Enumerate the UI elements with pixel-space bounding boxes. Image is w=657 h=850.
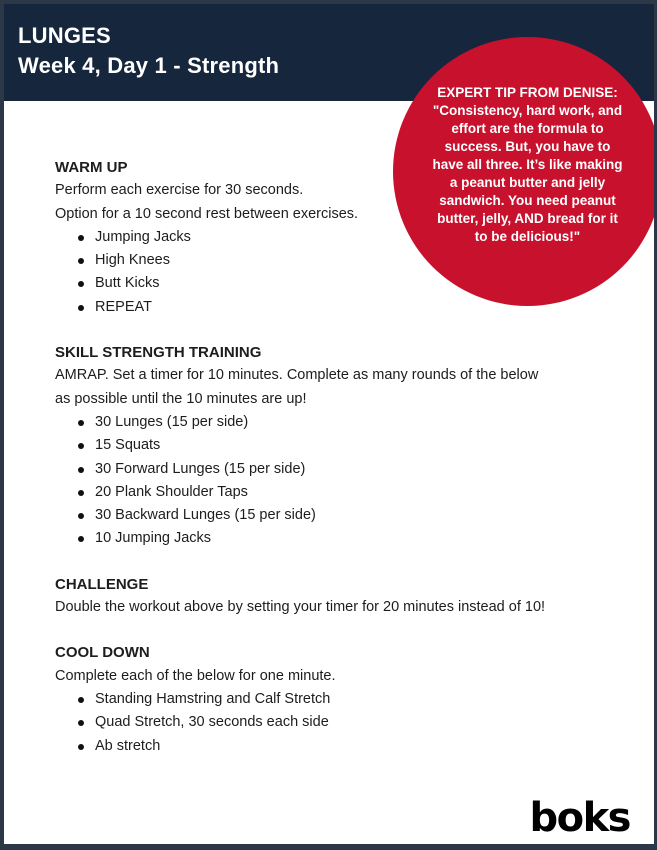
exercise-list-cool-down xyxy=(55,688,646,758)
section-challenge xyxy=(55,573,646,620)
list-item: 30 Lunges (15 per side) xyxy=(55,411,646,434)
expert-tip-circle xyxy=(393,37,657,306)
section-description-cool-down: Complete each of the below for one minute. xyxy=(55,667,336,684)
section-cool-down xyxy=(55,641,646,757)
expert-tip-quote: "Consistency, hard work, and effort are the formula to success. But, you have to have all three. It’s like making a peanut butter and jelly sandwich. You need peanut butter, jelly, AND bread for it to be delicious!" xyxy=(432,103,623,244)
section-description-warm-up: Perform each exercise for 30 seconds. Option for a 10 second rest between exercises. xyxy=(55,182,359,222)
page-title: LUNGES xyxy=(18,23,111,48)
list-item: REPEAT xyxy=(55,296,646,319)
list-item: 10 Jumping Jacks xyxy=(55,527,646,550)
page-subtitle: Week 4, Day 1 - Strength xyxy=(18,53,280,78)
list-item: 20 Plank Shoulder Taps xyxy=(55,481,646,504)
list-item: 30 Backward Lunges (15 per side) xyxy=(55,504,646,527)
list-item: 15 Squats xyxy=(55,434,646,457)
section-title-challenge: CHALLENGE xyxy=(55,575,149,593)
boks-logo: boks xyxy=(529,795,630,841)
section-description-challenge: Double the workout above by setting your timer for 20 minutes instead of 10! xyxy=(55,599,546,616)
section-description-skill-strength: AMRAP. Set a timer for 10 minutes. Complete as many rounds of the below as possible until the 10 minutes are up! xyxy=(55,367,539,407)
list-item: Quad Stretch, 30 seconds each side xyxy=(55,711,646,734)
section-title-warm-up: WARM UP xyxy=(55,159,128,176)
list-item: 30 Forward Lunges (15 per side) xyxy=(55,458,646,481)
list-item: Standing Hamstring and Calf Stretch xyxy=(55,688,646,711)
list-item: Butt Kicks xyxy=(55,272,646,295)
section-title-cool-down: COOL DOWN xyxy=(55,644,150,662)
section-title-skill-strength: SKILL STRENGTH TRAINING xyxy=(55,344,262,362)
list-item: High Knees xyxy=(55,249,646,272)
section-skill-strength-training xyxy=(55,341,646,551)
exercise-list-skill-strength xyxy=(55,411,646,551)
expert-tip-heading: EXPERT TIP FROM DENISE: xyxy=(437,85,618,100)
list-item: Jumping Jacks xyxy=(55,226,646,249)
list-item: Ab stretch xyxy=(55,735,646,758)
